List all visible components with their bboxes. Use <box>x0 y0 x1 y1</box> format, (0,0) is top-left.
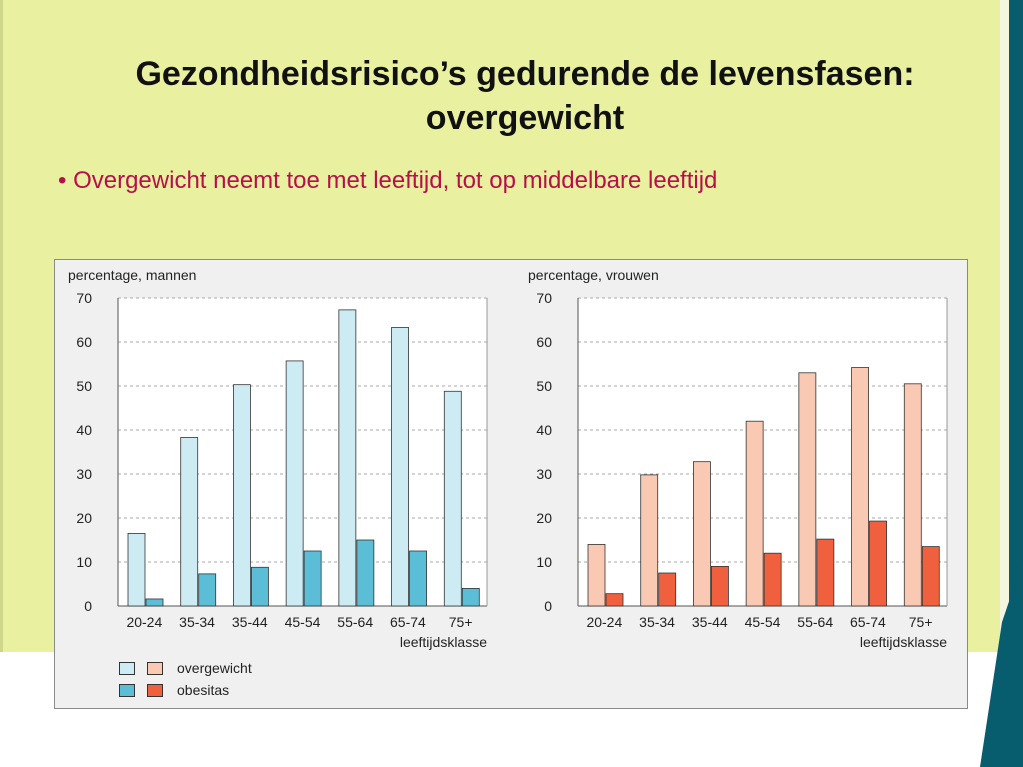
women-y-axis-title: percentage, vrouwen <box>528 267 659 283</box>
men-bar-overweight <box>181 437 198 606</box>
men-x-tick-label: 55-64 <box>337 614 374 630</box>
men-x-tick-label: 20-24 <box>126 614 163 630</box>
women-x-tick-label: 35-44 <box>691 614 728 630</box>
charts-svg <box>55 260 967 708</box>
women-bar-obesity <box>606 594 623 606</box>
women-bar-obesity <box>764 553 781 606</box>
women-x-tick-label: 65-74 <box>850 614 886 630</box>
legend-label-obesity: obesitas <box>177 682 230 698</box>
men-bar-obesity <box>251 567 268 606</box>
women-y-tick-label: 10 <box>536 554 552 570</box>
women-y-tick-label: 20 <box>536 510 552 526</box>
men-y-tick-label: 0 <box>84 598 92 614</box>
men-y-tick-label: 20 <box>76 510 92 526</box>
men-y-tick-label: 70 <box>76 290 92 306</box>
legend-swatch-men-overweight <box>119 662 135 675</box>
women-y-tick-label: 40 <box>536 422 552 438</box>
women-bar-obesity <box>711 566 728 606</box>
men-x-tick-label: 35-34 <box>179 614 215 630</box>
men-bar-obesity <box>304 551 321 606</box>
men-bar-obesity <box>410 551 427 606</box>
women-bar-overweight <box>641 475 658 606</box>
women-x-tick-label: 20-24 <box>586 614 623 630</box>
chart-figure <box>54 259 968 709</box>
men-y-tick-label: 30 <box>76 466 92 482</box>
women-x-tick-label: 45-54 <box>744 614 781 630</box>
slide-left-edge <box>0 0 3 652</box>
men-bar-obesity <box>146 599 163 606</box>
legend-swatch-men-obesity <box>119 684 135 697</box>
women-bar-overweight <box>852 368 869 606</box>
women-bar-overweight <box>904 384 921 606</box>
women-bar-overweight <box>746 421 763 606</box>
men-bar-obesity <box>199 574 216 606</box>
men-bar-overweight <box>286 361 303 606</box>
women-y-tick-label: 50 <box>536 378 552 394</box>
women-y-tick-label: 70 <box>536 290 552 306</box>
men-bar-overweight <box>233 385 250 606</box>
men-bar-obesity <box>357 540 374 606</box>
men-x-tick-label: 45-54 <box>284 614 321 630</box>
women-bar-overweight <box>799 373 816 606</box>
men-x-axis-title: leeftijdsklasse <box>399 634 487 650</box>
men-bar-overweight <box>444 391 461 606</box>
women-bar-overweight <box>588 544 605 606</box>
women-x-tick-label: 35-34 <box>639 614 675 630</box>
men-y-tick-label: 50 <box>76 378 92 394</box>
legend-label-overweight: overgewicht <box>177 660 252 676</box>
men-bar-overweight <box>392 327 409 606</box>
women-bar-obesity <box>922 547 939 606</box>
men-bar-overweight <box>128 533 145 606</box>
men-y-axis-title: percentage, mannen <box>68 267 197 283</box>
legend-swatch-women-obesity <box>147 684 163 697</box>
men-x-tick-label: 65-74 <box>390 614 426 630</box>
slide-title <box>30 52 1020 140</box>
women-y-tick-label: 0 <box>544 598 552 614</box>
men-bar-overweight <box>339 310 356 606</box>
women-x-axis-title: leeftijdsklasse <box>859 634 947 650</box>
men-y-tick-label: 60 <box>76 334 92 350</box>
men-x-tick-label: 75+ <box>448 614 473 630</box>
men-y-tick-label: 40 <box>76 422 92 438</box>
legend-swatch-women-overweight <box>147 662 163 675</box>
title-line-1: Gezondheidsrisico’s gedurende de levensfasen: <box>135 55 915 93</box>
women-y-tick-label: 60 <box>536 334 552 350</box>
women-bar-obesity <box>817 539 834 606</box>
women-x-tick-label: 75+ <box>908 614 933 630</box>
women-bar-overweight <box>693 462 710 606</box>
men-bar-obesity <box>462 588 479 606</box>
women-x-tick-label: 55-64 <box>797 614 834 630</box>
bullet-text: • Overgewicht neemt toe met leeftijd, tot op middelbare leeftijd <box>58 167 718 194</box>
women-y-tick-label: 30 <box>536 466 552 482</box>
men-x-tick-label: 35-44 <box>231 614 268 630</box>
women-bar-obesity <box>659 573 676 606</box>
men-y-tick-label: 10 <box>76 554 92 570</box>
women-bar-obesity <box>870 521 887 606</box>
title-line-2: overgewicht <box>425 99 625 137</box>
